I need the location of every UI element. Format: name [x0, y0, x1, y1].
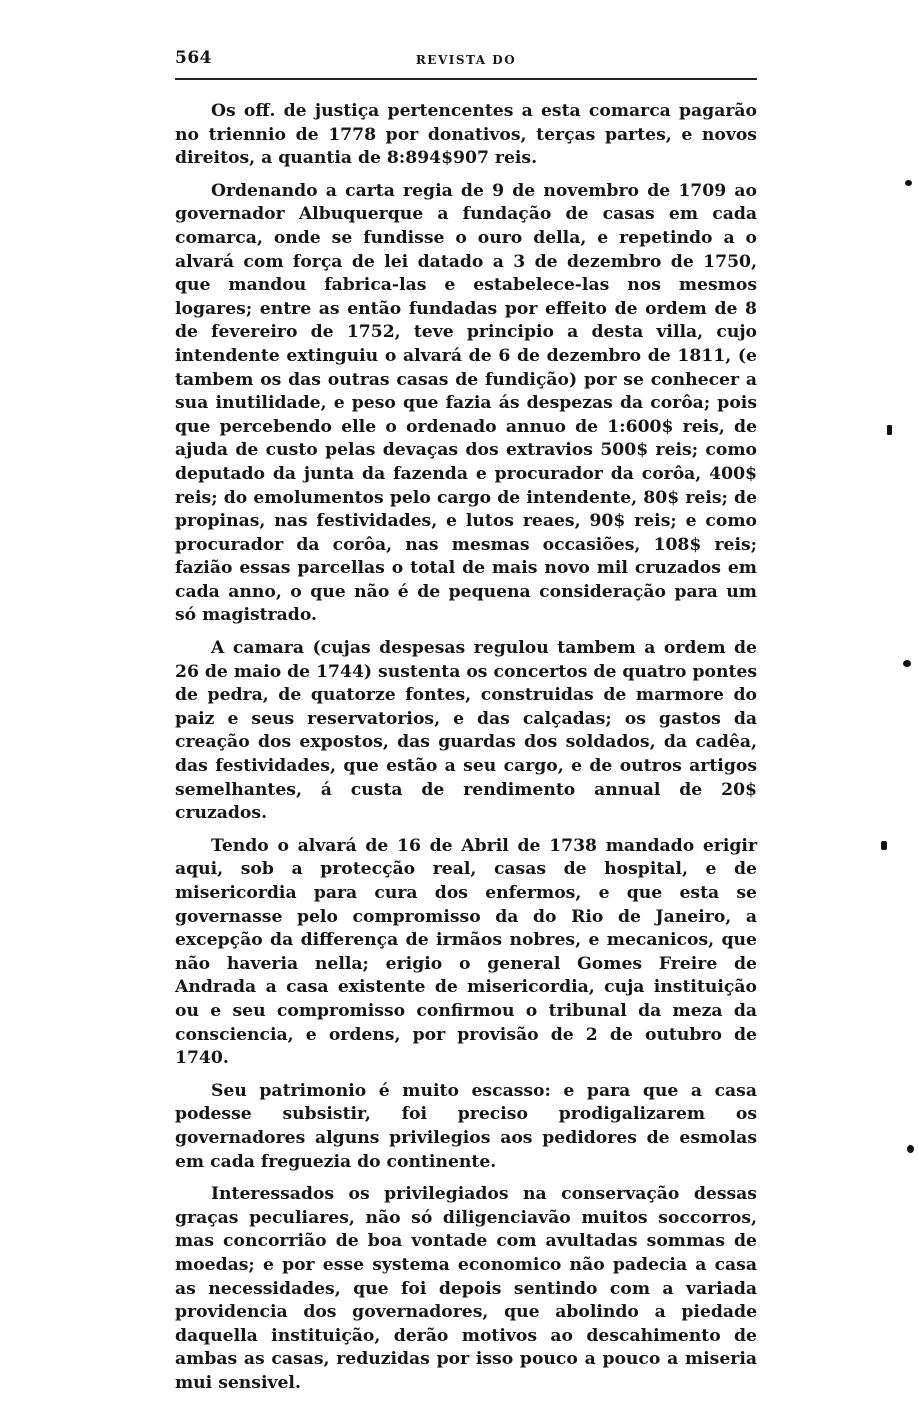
paragraph: A camara (cujas despesas regulou tambem a ordem de 26 de maio de 1744) sustenta os concertos de quatro pontes de pedra, de quatorze fontes, construidas de marmore do paiz e seus reservatorios, e das calçadas; os gastos da creação dos expostos, das guardas dos soldados, da cadêa, das festividades, que estão a seu cargo, e de outros artigos semelhantes, á custa de rendimento annual de 20$ cruzados.: [175, 638, 757, 824]
paragraph: Tendo o alvará de 16 de Abril de 1738 mandado erigir aqui, sob a protecção real, casas de hospital, e de misericordia para cura dos enfermos, e que esta se governasse pelo compromisso da do Rio de Janeiro, a excepção da differença de irmãos nobres, e mecanicos, que não haveria nella; erigio o general Gomes Freire de Andrada a casa existente de misericordia, cuja instituição ou e seu compromisso confirmou o tribunal da meza da consciencia, e ordens, por provisão de 2 de outubro de 1740.: [175, 835, 757, 1069]
page-header: [175, 44, 757, 74]
scan-speck: [905, 180, 912, 186]
scan-speck: [881, 841, 887, 850]
scan-speck: [887, 425, 892, 435]
page-number: 564: [175, 48, 212, 68]
paragraph: Seu patrimonio é muito escasso: e para que a casa podesse subsistir, foi preciso prodigalizarem os governadores alguns privilegios aos pedidores de esmolas em cada freguezia do continente.: [175, 1080, 757, 1172]
body-text: [175, 100, 757, 1404]
running-title: REVISTA DO: [415, 53, 517, 67]
header-rule: [175, 78, 757, 80]
paragraph: Ordenando a carta regia de 9 de novembro de 1709 ao governador Albuquerque a fundação de casas em cada comarca, onde se fundisse o ouro della, e repetindo a o alvará com força de lei datado a 3 de dezembro de 1750, que mandou fabrica-las e estabelece-las nos mesmos logares; entre as então fundadas por effeito de ordem de 8 de fevereiro de 1752, teve principio a desta villa, cujo intendente extinguiu o alvará de 6 de dezembro de 1811, (e tambem os das outras casas de fundição) por se conhecer a sua inutilidade, e peso que fazia ás despezas da corôa; pois que percebendo elle o ordenado annuo de 1:600$ reis, de ajuda de custo pelas devaças dos extravios 500$ reis; como deputado da junta da fazenda e procurador da corôa, 400$ reis; do emolumentos pelo cargo de intendente, 80$ reis; de propinas, nas festividades, e lutos reaes, 90$ reis; e como procurador da corôa, nas mesmas occasiões, 108$ reis; fazião essas parcellas o total de mais novo mil cruzados em cada anno, o que não é de pequena consideração para um só magistrado.: [175, 180, 757, 626]
paragraph: Interessados os privilegiados na conservação dessas graças peculiares, não só diligenciavão muitos soccorros, mas concorrião de boa vontade com avultadas sommas de moedas; e por esse systema economico não padecia a casa as necessidades, que foi depois sentindo com a variada providencia dos governadores, que abolindo a piedade daquella instituição, derão motivos ao descahimento de ambas as casas, reduzidas por isso pouco a pouco a miseria mui sensivel.: [175, 1184, 757, 1393]
paragraph: Os off. de justiça pertencentes a esta comarca pagarão no triennio de 1778 por donativos, terças partes, e novos direitos, a quantia de 8:894$907 reis.: [175, 101, 757, 169]
scan-speck: [907, 1145, 914, 1153]
scan-speck: [903, 660, 911, 667]
